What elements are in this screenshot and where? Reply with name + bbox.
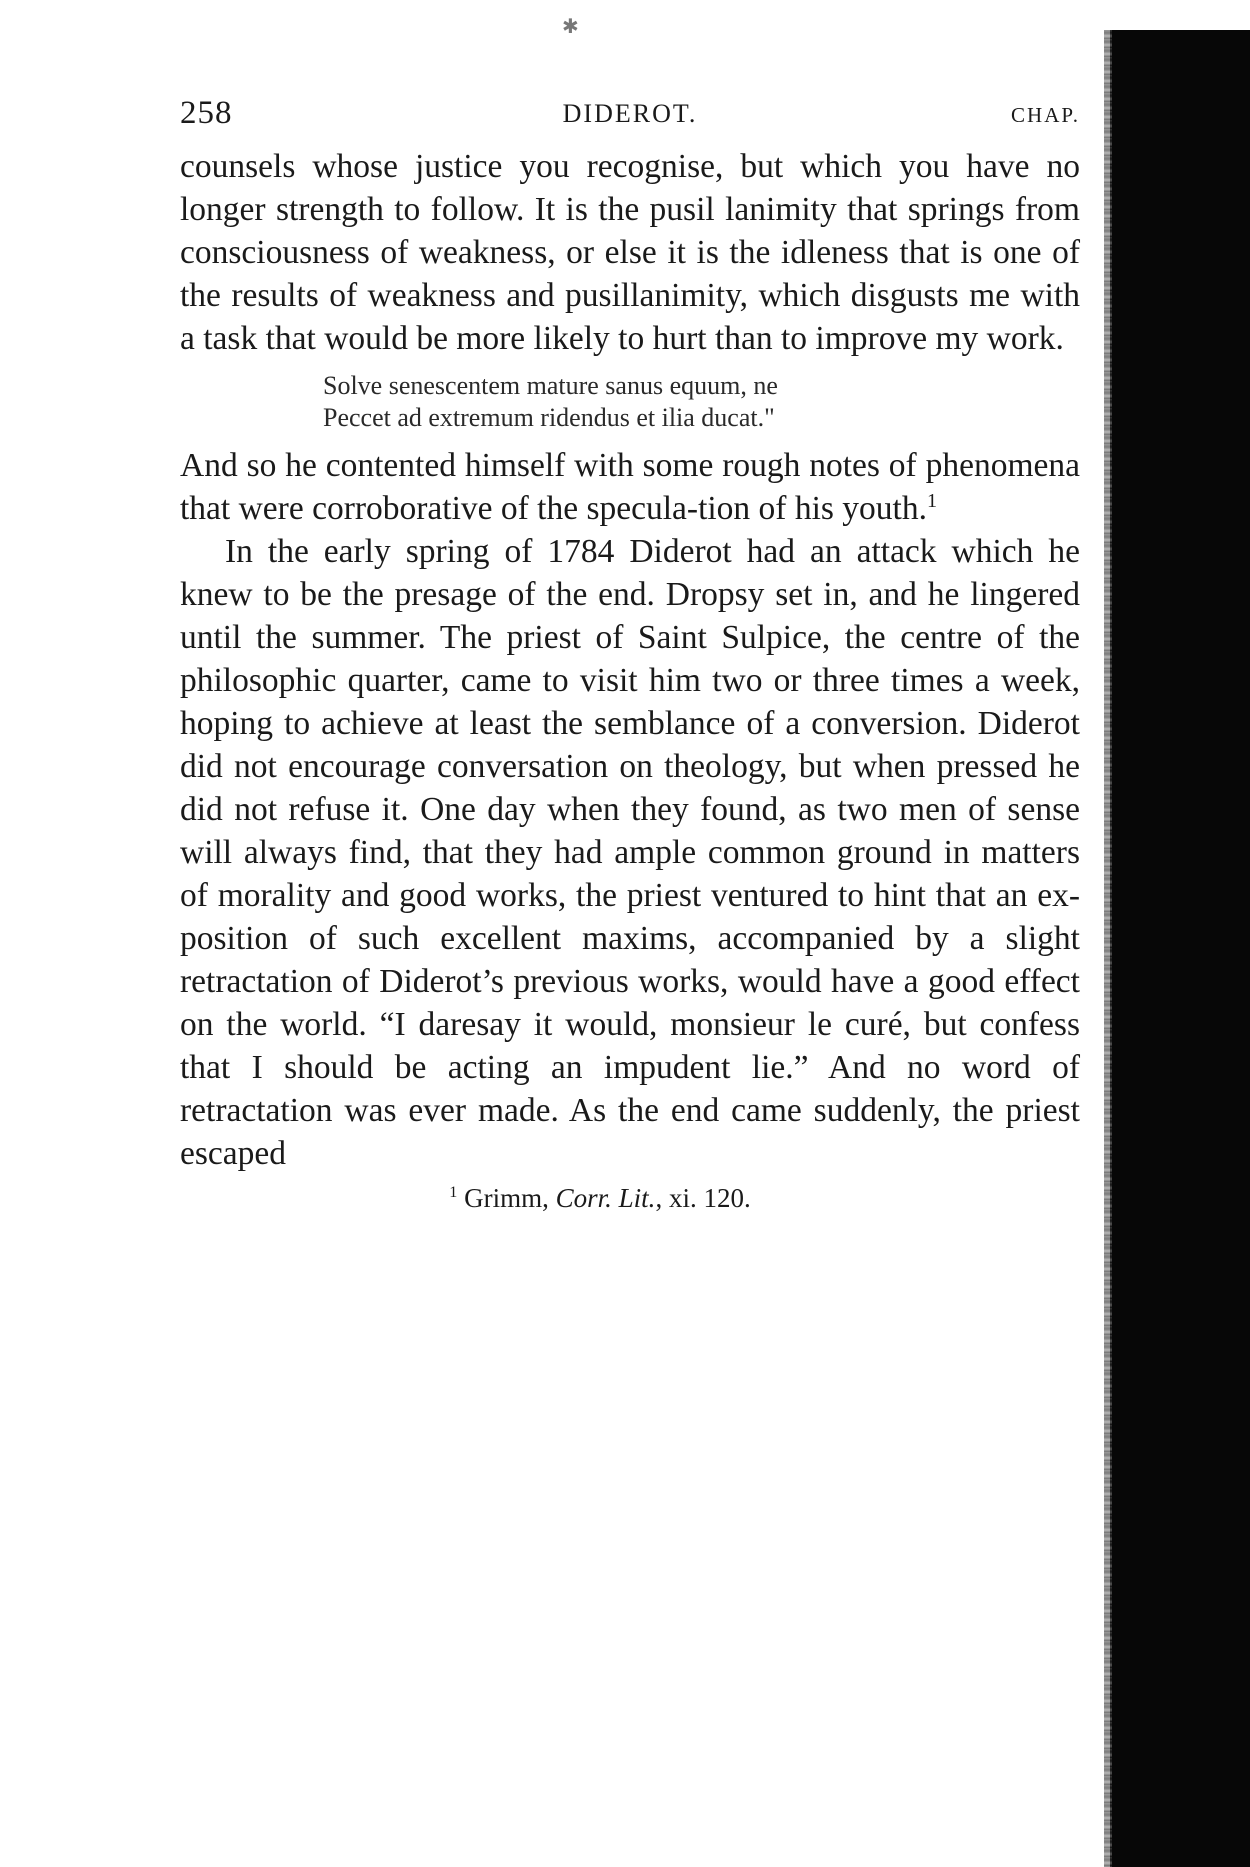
footnote-mark: 1 — [449, 1183, 458, 1201]
paragraph-final-illness: In the early spring of 1784 Diderot had an attack which he knew to be the presage of the end. Dropsy set in, and he lingered until the summer. The priest of Saint Sulpice, the centre of the philosophic quarter, came to visit him two or three times a week, hoping to achieve at least the semblance of a conversion. Diderot did not encourage conversation on theology, but when pressed he did not refuse it. One day when they found, as two men of sense will always find, that they had ample common ground in matters of morality and good works, the priest ventured to hint that an ex-position of such excellent maxims, accompanied by a slight retractation of Diderot’s previous works, would have a good effect on the world. “I daresay it would, monsieur le curé, but confess that I should be acting an impudent lie.” And no word of retractation was ever made. As the end came suddenly, the priest escaped — [180, 533, 1080, 1172]
footnote-reference: 1 — [927, 489, 938, 512]
paragraph-notes — [180, 444, 1080, 530]
chapter-marker: CHAP. — [1011, 103, 1080, 127]
scan-speck-mark: ✱ — [562, 16, 579, 38]
verse-line-2: Peccet ad extremum ridendus et ilia ducat." — [323, 403, 775, 432]
page-number: 258 — [180, 95, 233, 131]
footnote-location: , xi. 120. — [655, 1183, 751, 1213]
scan-dark-margin — [1110, 30, 1250, 1867]
footnote-work: Corr. Lit. — [555, 1183, 656, 1213]
footnote-author: Grimm, — [464, 1183, 549, 1213]
page-header — [180, 95, 1080, 145]
latin-verse-quotation — [323, 370, 1080, 434]
footnote — [180, 1181, 1080, 1215]
paragraph-continuation: counsels whose justice you recognise, but which you have no longer strength to follow. It is the pusil lanimity that springs from consciousness of weakness, or else it is the idleness that is one of the results of weakness and pusillanimity, which disgusts me with a task that would be more likely to hurt than to improve my work. — [180, 148, 1080, 357]
verse-line-1: Solve senescentem mature sanus equum, ne — [323, 371, 778, 400]
book-page — [180, 95, 1080, 1215]
running-title: DIDEROT. — [562, 99, 698, 128]
paragraph-notes-text: And so he contented himself with some rough notes of phenomena that were corroborative of the specula-tion of his youth. — [180, 447, 1080, 527]
scan-edge-texture — [1104, 30, 1112, 1867]
